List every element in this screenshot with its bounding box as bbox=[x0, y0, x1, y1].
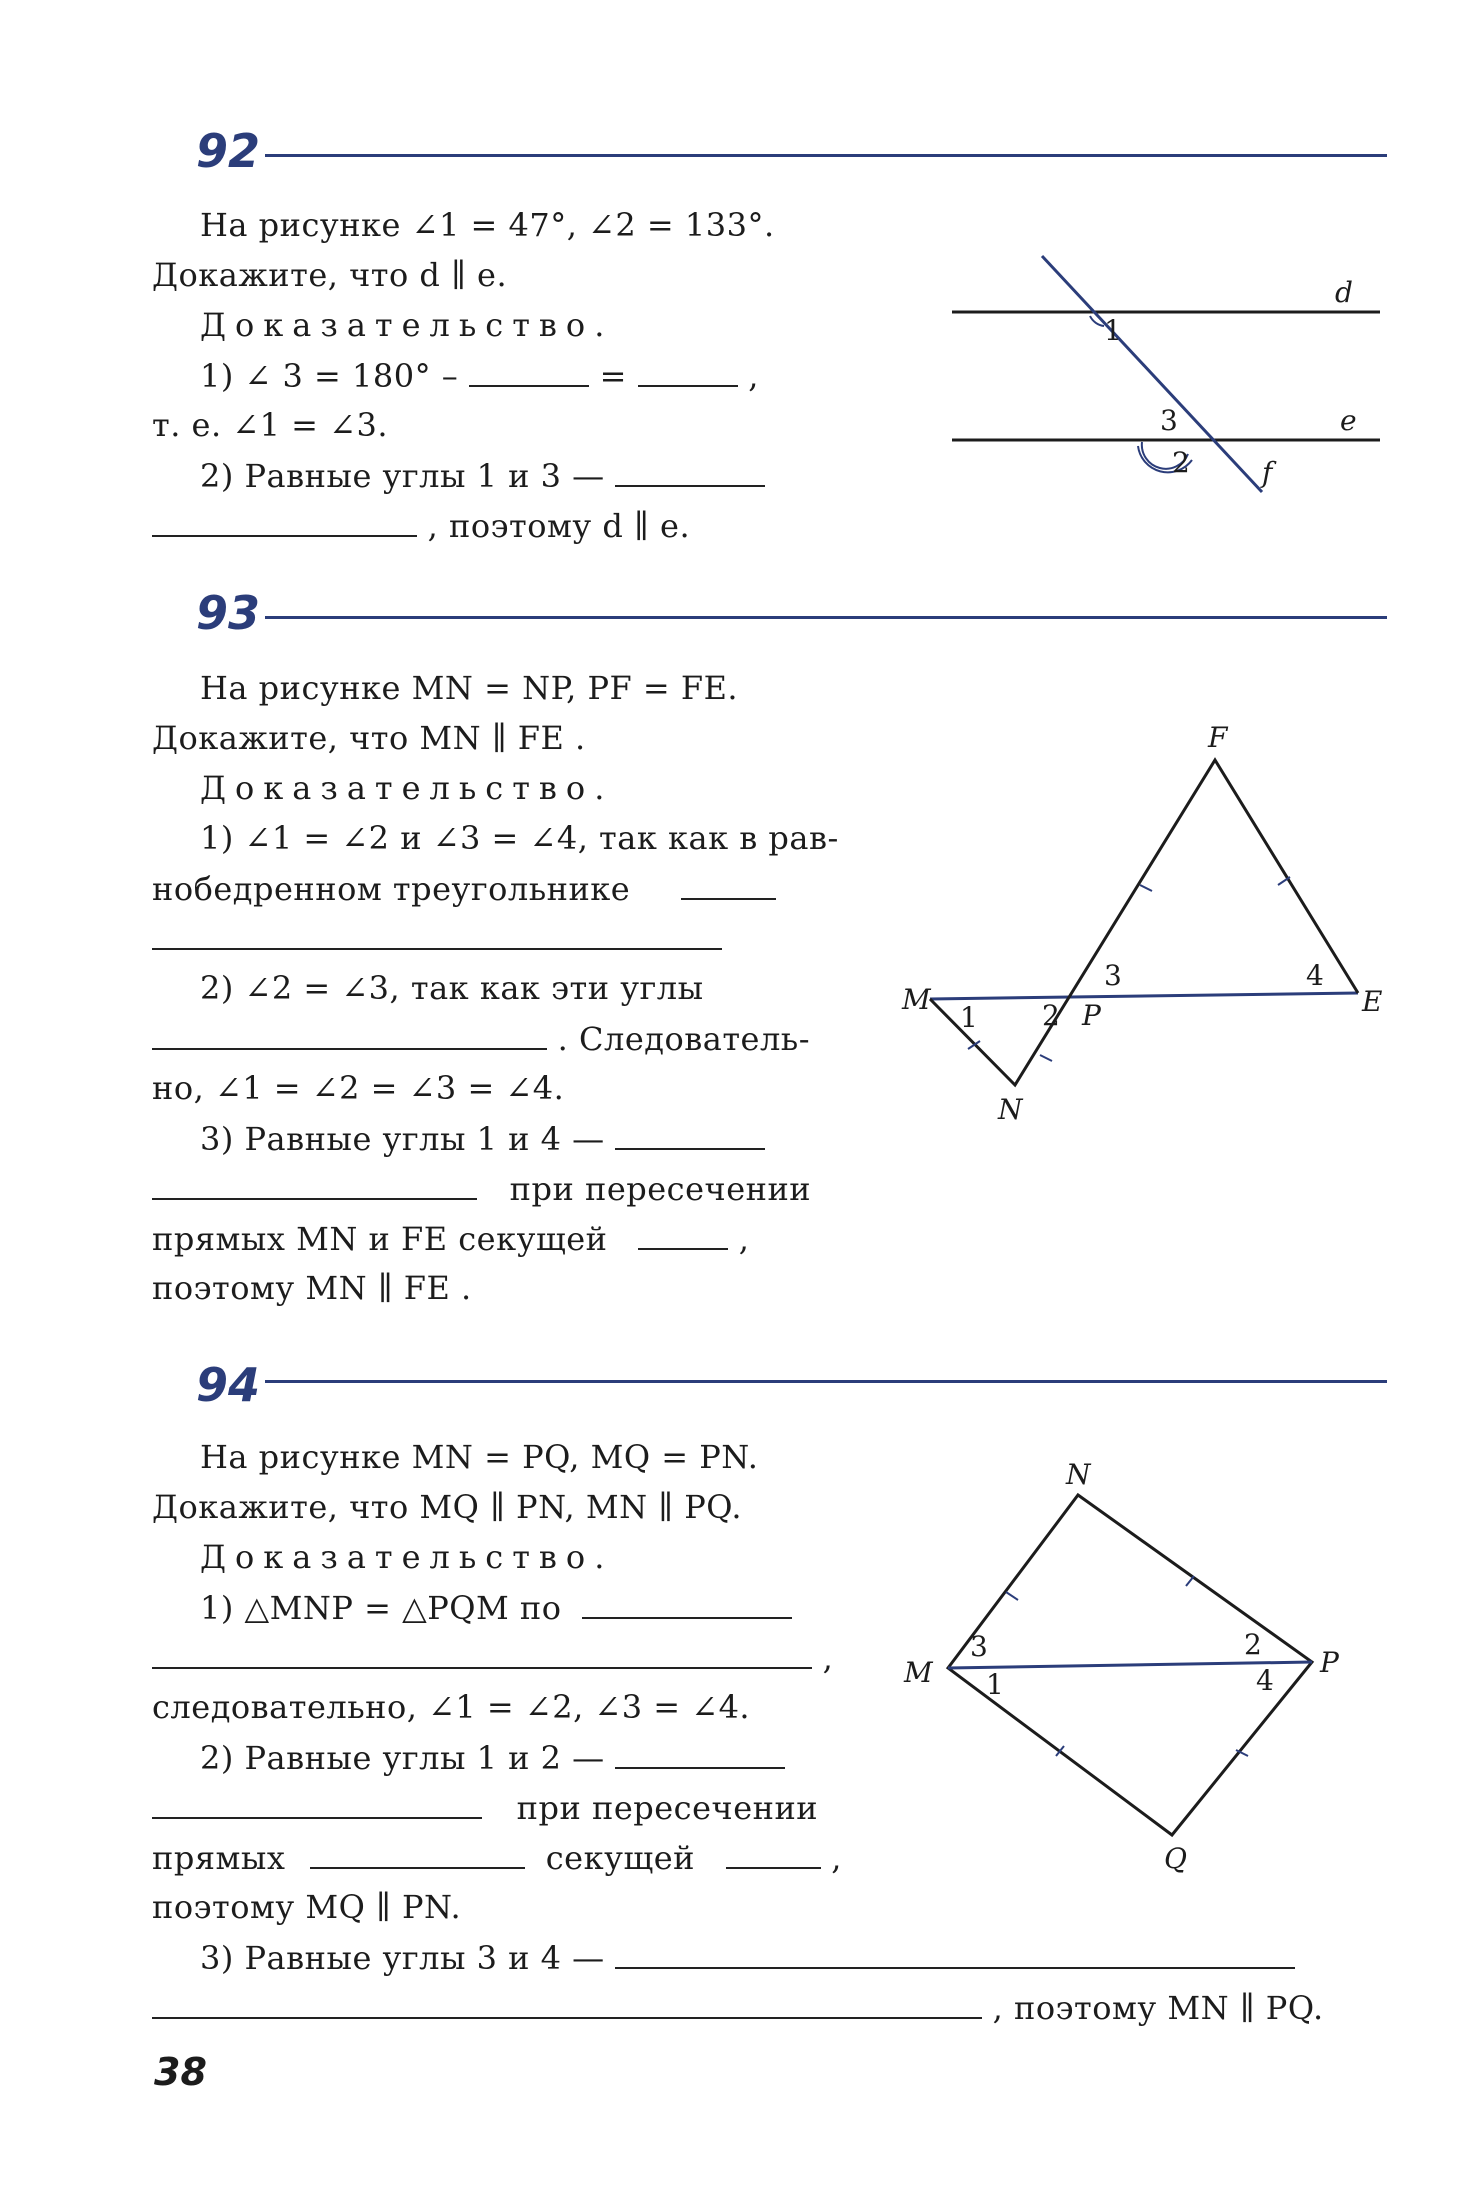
p93-step3 bbox=[200, 1118, 765, 1159]
p92-step2 bbox=[200, 455, 765, 496]
p94-step2-text: 2) Равные углы 1 и 2 — bbox=[200, 1739, 605, 1777]
p93-step2: 2) ∠2 = ∠3, так как эти углы bbox=[200, 969, 704, 1007]
p94-step1-conclusion: следовательно, ∠1 = ∠2, ∠3 = ∠4. bbox=[152, 1688, 751, 1726]
label-P: P bbox=[1082, 999, 1101, 1032]
angle-label-3: 3 bbox=[1104, 959, 1122, 992]
angle-label-3: 3 bbox=[1160, 404, 1178, 437]
p94-blank-6[interactable] bbox=[726, 1837, 821, 1869]
angle-label-3: 3 bbox=[970, 1630, 988, 1663]
angle-label-2: 2 bbox=[1042, 999, 1060, 1032]
p92-blank-1[interactable] bbox=[469, 355, 589, 387]
p93-blank-2[interactable] bbox=[152, 918, 722, 950]
p93-step1: 1) ∠1 = ∠2 и ∠3 = ∠4, так как в рав- bbox=[200, 819, 839, 857]
p93-blank-5[interactable] bbox=[152, 1168, 477, 1200]
p94-step3 bbox=[200, 1937, 1295, 1978]
p93-proof-heading: Доказательство. bbox=[200, 769, 614, 807]
angle-label-1: 1 bbox=[1104, 314, 1122, 347]
p94-blank-7[interactable] bbox=[615, 1937, 1295, 1969]
p94-step1 bbox=[200, 1587, 792, 1628]
p94-blank-5[interactable] bbox=[310, 1837, 525, 1869]
p94-step1-text: 1) △MNP = △PQM по bbox=[200, 1589, 562, 1627]
p93-statement-line2: Докажите, что MN ∥ FE . bbox=[152, 719, 586, 757]
tick-NP bbox=[1040, 1055, 1052, 1061]
p92-figure bbox=[940, 240, 1400, 510]
line-ME bbox=[930, 993, 1358, 999]
p93-step1-cont bbox=[152, 868, 776, 909]
p94-step2-conclusion: поэтому MQ ∥ PN. bbox=[152, 1888, 462, 1926]
p93-statement-line1: На рисунке MN = NP, PF = FE. bbox=[200, 669, 739, 707]
label-E: E bbox=[1362, 985, 1383, 1018]
label-d: d bbox=[1335, 276, 1353, 309]
angle-label-4: 4 bbox=[1306, 959, 1324, 992]
tick-PF bbox=[1140, 885, 1152, 891]
p92-step1-cont: т. е. ∠1 = ∠3. bbox=[152, 406, 388, 444]
angle-label-2: 2 bbox=[1172, 446, 1190, 479]
p94-blank-2[interactable] bbox=[152, 1637, 812, 1669]
p92-blank-4[interactable] bbox=[152, 505, 417, 537]
p93-step2-cont bbox=[152, 1018, 810, 1059]
p92-step1 bbox=[200, 355, 759, 396]
label-e: e bbox=[1340, 404, 1357, 437]
p92-blank-3[interactable] bbox=[615, 455, 765, 487]
problem-rule-94 bbox=[265, 1380, 1387, 1383]
p93-step2-conclusion: но, ∠1 = ∠2 = ∠3 = ∠4. bbox=[152, 1069, 565, 1107]
problem-number-93: 93 bbox=[196, 586, 261, 640]
p94-step3-cont bbox=[152, 1987, 1324, 2028]
p94-conclusion: , поэтому MN ∥ PQ. bbox=[992, 1989, 1324, 2027]
p93-figure bbox=[890, 715, 1400, 1175]
label-Q: Q bbox=[1164, 1842, 1187, 1875]
p93-conclusion: поэтому MN ∥ FE . bbox=[152, 1269, 472, 1307]
p94-proof-heading: Доказательство. bbox=[200, 1538, 614, 1576]
p92-step2-cont bbox=[152, 505, 690, 546]
p94-step2-cont bbox=[152, 1787, 818, 1828]
p92-step1-text: 1) ∠ 3 = 180° – bbox=[200, 357, 459, 395]
label-F: F bbox=[1208, 721, 1228, 754]
p94-step2-text2: при пересечении bbox=[516, 1789, 819, 1827]
p93-step3-text3: прямых MN и FE секущей bbox=[152, 1220, 608, 1258]
p94-step2-text3: прямых bbox=[152, 1839, 286, 1877]
label-f: f bbox=[1262, 456, 1273, 489]
problem-rule-92 bbox=[265, 154, 1387, 157]
p93-step3-comma: , bbox=[738, 1220, 750, 1258]
p92-step1-comma: , bbox=[748, 357, 759, 395]
triangles-outline bbox=[930, 760, 1358, 1085]
p93-step2-text: . Следователь- bbox=[557, 1020, 811, 1058]
p92-blank-2[interactable] bbox=[638, 355, 738, 387]
p94-statement-line2: Докажите, что MQ ∥ PN, MN ∥ PQ. bbox=[152, 1488, 743, 1526]
p94-step2-cont2 bbox=[152, 1837, 842, 1878]
p92-statement-line1: На рисунке ∠1 = 47°, ∠2 = 133°. bbox=[200, 206, 775, 244]
problem-number-94: 94 bbox=[196, 1358, 261, 1412]
p93-blank-4[interactable] bbox=[615, 1118, 765, 1150]
p92-proof-heading: Доказательство. bbox=[200, 306, 614, 344]
p93-step3-text: 3) Равные углы 1 и 4 — bbox=[200, 1120, 605, 1158]
p94-step1-cont bbox=[152, 1637, 833, 1678]
label-N: N bbox=[1066, 1458, 1091, 1491]
p94-step2 bbox=[200, 1737, 785, 1778]
p94-step3-text: 3) Равные углы 3 и 4 — bbox=[200, 1939, 605, 1977]
p93-blank-line bbox=[152, 918, 722, 959]
p94-step2-text4: секущей bbox=[545, 1839, 695, 1877]
angle-label-1: 1 bbox=[986, 1668, 1004, 1701]
angle-label-1: 1 bbox=[960, 1001, 978, 1034]
problem-rule-93 bbox=[265, 616, 1387, 619]
label-M: M bbox=[904, 1656, 933, 1689]
p93-step1-text: нобедренном треугольнике bbox=[152, 870, 631, 908]
p94-statement-line1: На рисунке MN = PQ, MQ = PN. bbox=[200, 1438, 759, 1476]
p93-step3-cont2 bbox=[152, 1218, 749, 1259]
p92-step2-text: 2) Равные углы 1 и 3 — bbox=[200, 457, 605, 495]
p94-blank-3[interactable] bbox=[615, 1737, 785, 1769]
p94-step2-comma: , bbox=[831, 1839, 842, 1877]
problem-number-92: 92 bbox=[196, 124, 261, 178]
p94-blank-4[interactable] bbox=[152, 1787, 482, 1819]
transversal-f bbox=[1042, 256, 1262, 492]
p93-step3-cont bbox=[152, 1168, 811, 1209]
p93-blank-3[interactable] bbox=[152, 1018, 547, 1050]
p93-blank-1[interactable] bbox=[681, 868, 776, 900]
tick-MN bbox=[1006, 1592, 1018, 1600]
p93-blank-6[interactable] bbox=[638, 1218, 728, 1250]
p92-step1-eq: = bbox=[599, 357, 627, 395]
label-N: N bbox=[998, 1093, 1023, 1126]
p94-figure bbox=[890, 1450, 1370, 1880]
page-number: 38 bbox=[154, 2050, 207, 2094]
p92-step2-conclusion: , поэтому d ∥ e. bbox=[427, 507, 691, 545]
label-M: M bbox=[902, 983, 931, 1016]
angle-label-4: 4 bbox=[1256, 1664, 1274, 1697]
p94-step1-comma: , bbox=[822, 1639, 834, 1677]
p94-blank-1[interactable] bbox=[582, 1587, 792, 1619]
tick-NP bbox=[1186, 1576, 1194, 1586]
p93-step3-text2: при пересечении bbox=[509, 1170, 812, 1208]
angle-label-2: 2 bbox=[1244, 1628, 1262, 1661]
p92-statement-line2: Докажите, что d ∥ e. bbox=[152, 256, 508, 294]
label-P: P bbox=[1320, 1646, 1339, 1679]
p94-blank-8[interactable] bbox=[152, 1987, 982, 2019]
